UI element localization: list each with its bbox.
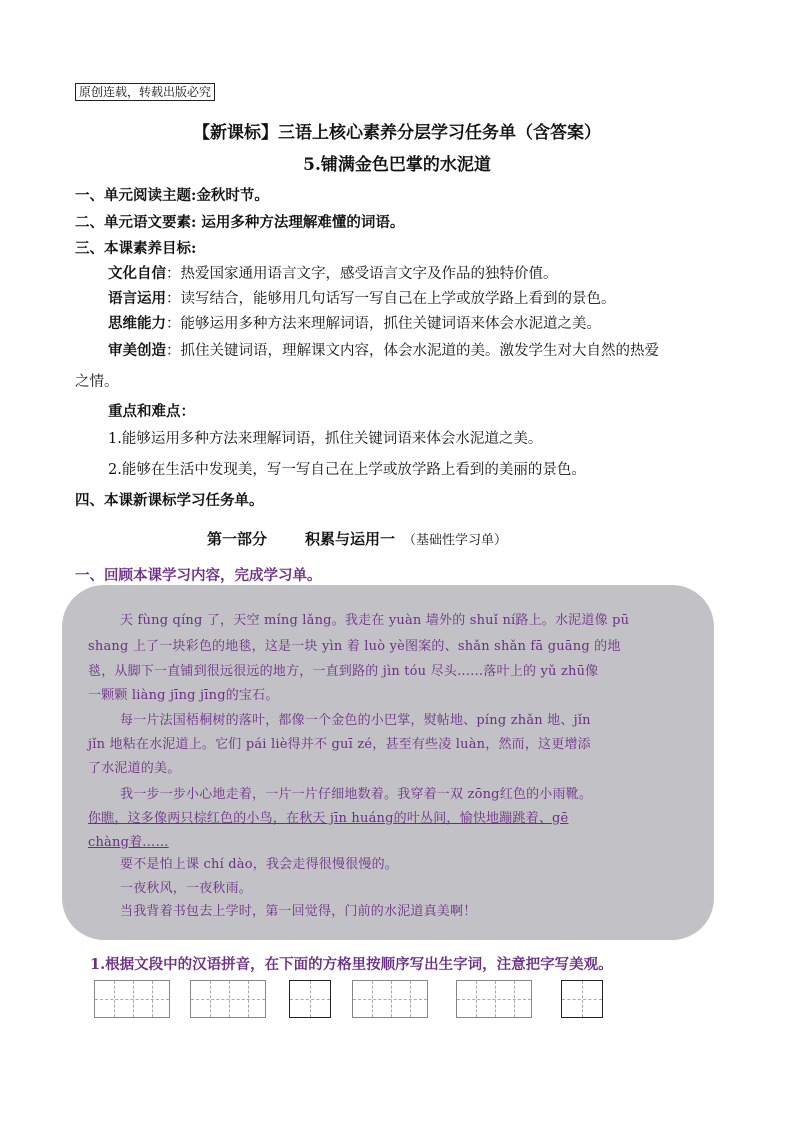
passage-line-6: jǐn 地粘在水泥道上。它们 pái liè得并不 guī zé，甚至有些凌 luàn，然而，这更增添 (88, 737, 591, 752)
goal-language-text: ：读写结合，能够用几句话写一写自己在上学或放学路上看到的景色。 (166, 291, 616, 307)
goal-aesthetic (108, 341, 659, 361)
goal-culture-text: ：热爱国家通用语言文字，感受语言文字及作品的独特价值。 (166, 266, 558, 282)
passage-line-10: chàng着…… (88, 835, 169, 850)
part-note: （基础性学习单） (403, 533, 508, 548)
goal-culture-label: 文化自信 (108, 265, 166, 282)
goal-language-label: 语言运用 (108, 290, 166, 307)
part-label: 第一部分 (207, 530, 268, 548)
unit-theme: 一、单元阅读主题:金秋时节。 (75, 187, 269, 204)
goals-heading: 三、本课素养目标: (75, 240, 197, 257)
page-title: 【新课标】三语上核心素养分层学习任务单（含答案） (193, 123, 601, 143)
keypoint-2: 2.能够在生活中发现美，写一写自己在上学或放学路上看到的美丽的景色。 (108, 462, 586, 478)
keypoints-heading: 重点和难点： (108, 403, 195, 420)
goal-culture (108, 264, 558, 284)
passage-line-8: 我一步一步小心地走着，一片一片仔细地数着。我穿着一双 zōng红色的小雨靴。 (120, 787, 593, 802)
tasks-heading: 四、本课新课标学习任务单。 (75, 492, 264, 509)
writing-box-6[interactable] (561, 980, 603, 1018)
passage-line-13: 当我背着书包去上学时，第一回觉得，门前的水泥道真美啊！ (120, 904, 477, 919)
passage-line-11: 要不是怕上课 chí dào，我会走得很慢很慢的。 (120, 857, 398, 872)
passage-line-1: 天 fùng qíng 了，天空 míng lǎng。我走在 yuàn 墙外的 shuǐ ní路上。水泥道像 pū (120, 613, 630, 628)
copyright-stamp: 原创连载，转载出版必究 (75, 83, 215, 101)
goal-language (108, 289, 616, 309)
passage-line-3: 毯，从脚下一直铺到很远很远的地方，一直到路的 jìn tóu 尽头……落叶上的 yǔ zhū像 (88, 664, 599, 679)
passage-line-2: shang 上了一块彩色的地毯，这是一块 yìn 着 luò yè图案的、shǎn shǎn fā guāng 的地 (88, 639, 621, 654)
writing-box-4[interactable] (352, 980, 428, 1018)
goal-aesthetic-text: ：抓住关键词语，理解课文内容，体会水泥道的美。激发学生对大自然的热爱 (166, 343, 659, 359)
passage-line-7: 了水泥道的美。 (88, 761, 181, 776)
goal-aesthetic-label: 审美创造 (108, 342, 166, 359)
keypoint-1: 1.能够运用多种方法来理解词语，抓住关键词语来体会水泥道之美。 (108, 431, 543, 447)
passage-line-9: 你瞧，这多像两只棕红色的小鸟，在秋天 jīn huáng的叶丛间，愉快地蹦跳着、gē (88, 811, 569, 826)
writing-box-3[interactable] (289, 980, 331, 1018)
goal-thinking (108, 314, 601, 334)
goal-aesthetic-cont: 之情。 (75, 374, 119, 390)
passage-line-4: 一颗颗 liàng jīng jīng的宝石。 (88, 688, 279, 703)
question-1: 1.根据文段中的汉语拼音，在下面的方格里按顺序写出生字词，注意把字写美观。 (90, 956, 613, 973)
goal-thinking-text: ：能够运用多种方法来理解词语，抓住关键词语来体会水泥道之美。 (166, 316, 601, 332)
writing-box-5[interactable] (456, 980, 532, 1018)
passage-box (62, 585, 714, 940)
lesson-title: 5.铺满金色巴掌的水泥道 (303, 155, 491, 175)
goal-thinking-label: 思维能力 (108, 315, 166, 332)
passage-line-12: 一夜秋风，一夜秋雨。 (120, 881, 253, 896)
passage-line-5: 每一片法国梧桐树的落叶，都像一个金色的小巴掌，熨帖地、píng zhǎn 地、jǐn (120, 713, 591, 728)
writing-box-1[interactable] (94, 980, 170, 1018)
part-heading (207, 529, 507, 551)
task-heading: 一、回顾本课学习内容，完成学习单。 (75, 567, 322, 584)
unit-element: 二、单元语文要素: 运用多种方法理解难懂的词语。 (75, 214, 405, 231)
writing-grid (94, 980, 614, 1020)
part-name: 积累与运用一 (305, 530, 396, 548)
writing-box-2[interactable] (190, 980, 266, 1018)
